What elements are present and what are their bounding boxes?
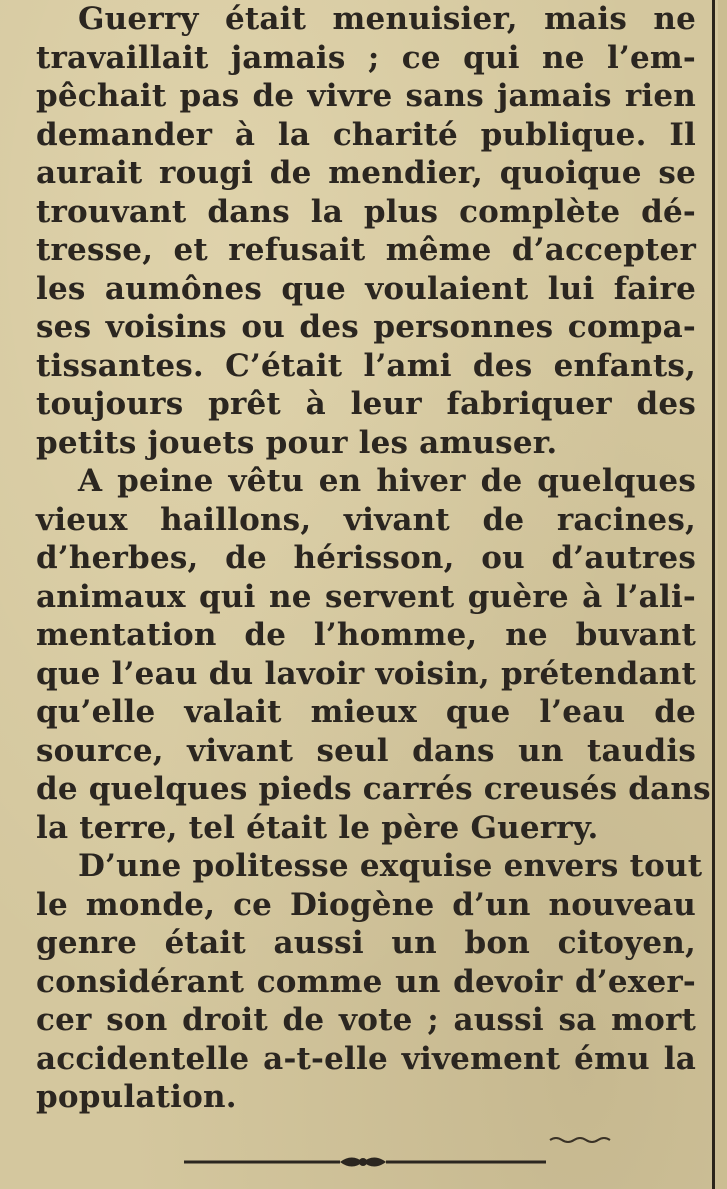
text-line: le monde, ce Diogène d’un nouveau [36, 886, 696, 923]
text-line: de quelques pieds carrés creusés dans [36, 771, 711, 807]
text-line: demander à la charité publique. Il [36, 116, 696, 153]
paragraph-3 [36, 847, 703, 1117]
text-line: que l’eau du lavoir voisin, prétendant [36, 655, 696, 692]
text-line: mentation de l’homme, ne buvant [36, 617, 696, 653]
text-line: cer son droit de vote ; aussi sa mort [36, 1002, 696, 1038]
article-text [36, 0, 711, 1117]
text-line: genre était aussi un bon citoyen, [36, 925, 696, 961]
text-line: qu’elle valait mieux que l’eau de [36, 694, 696, 730]
paragraph-2 [36, 462, 711, 847]
text-line: tresse, et refusait même d’accepter [36, 232, 696, 268]
text-line: population. [36, 1079, 237, 1115]
adjacent-column-edge [718, 0, 727, 1189]
text-line: les aumônes que voulaient lui faire [36, 270, 696, 307]
text-line: d’herbes, de hérisson, ou d’autres [36, 540, 696, 576]
text-line: tissantes. C’était l’ami des enfants, [36, 347, 696, 384]
text-line: trouvant dans la plus complète dé- [36, 193, 696, 230]
text-line: petits jouets pour les amuser. [36, 424, 558, 461]
text-line: animaux qui ne servent guère à l’ali- [36, 578, 696, 615]
text-line: pêchait pas de vivre sans jamais rien [36, 78, 696, 114]
text-line: toujours prêt à leur fabriquer des [36, 386, 696, 422]
text-line: D’une politesse exquise envers tout [78, 848, 703, 884]
text-line: vieux haillons, vivant de racines, [36, 501, 696, 538]
text-line: A peine vêtu en hiver de quelques [78, 463, 696, 499]
text-line: ses voisins ou des personnes compa- [36, 309, 696, 345]
text-line: Guerry était menuisier, mais ne [78, 1, 696, 37]
text-line: accidentelle a-t-elle vivement ému la [36, 1040, 696, 1077]
printer-mark-icon [548, 1132, 618, 1146]
column-rule [712, 0, 715, 1189]
text-line: source, vivant seul dans un taudis [36, 732, 696, 769]
text-line: la terre, tel était le père Guerry. [36, 809, 599, 846]
text-line: considérant comme un devoir d’exer- [36, 963, 696, 1000]
text-line: travaillait jamais ; ce qui ne l’em- [36, 39, 696, 76]
ornamental-separator-icon [180, 1150, 550, 1174]
text-line: aurait rougi de mendier, quoique se [36, 155, 696, 191]
paragraph-1 [36, 0, 696, 462]
